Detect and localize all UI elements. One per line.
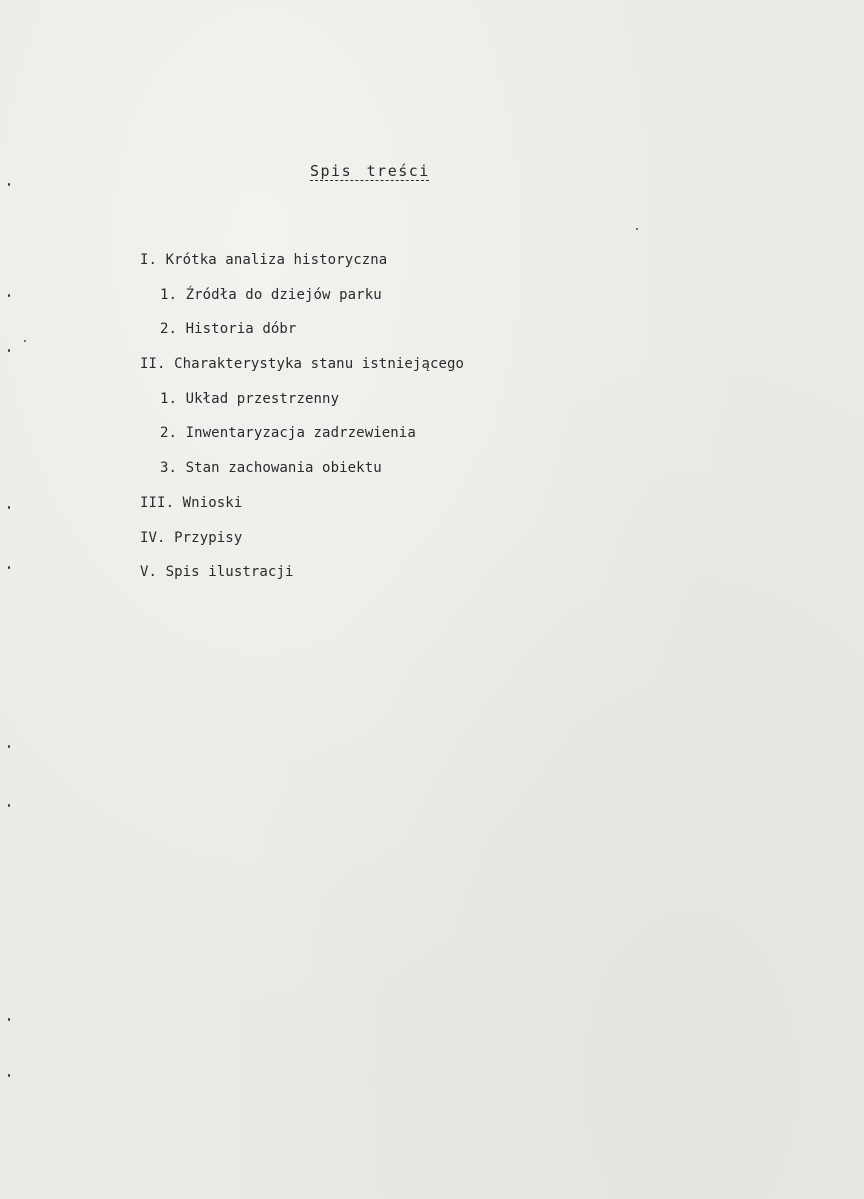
toc-item: V. Spis ilustracji <box>140 564 294 581</box>
toc-subitem: 1. Układ przestrzenny <box>160 390 340 407</box>
margin-mark <box>8 1018 10 1021</box>
paper-speck <box>636 228 638 230</box>
toc-subitem: 2. Inwentaryzacja zadrzewienia <box>160 425 416 442</box>
paper-speck <box>24 340 26 342</box>
toc-item: I. Krótka analiza historyczna <box>140 252 388 268</box>
margin-mark <box>8 1074 10 1077</box>
page-title: Spis treści <box>310 162 430 180</box>
toc-item: III. Wnioski <box>140 494 243 511</box>
toc-item: II. Charakterystyka stanu istniejącego <box>140 356 465 373</box>
margin-mark <box>8 349 10 352</box>
margin-mark <box>8 745 10 748</box>
margin-mark <box>8 183 10 186</box>
margin-mark <box>8 294 10 297</box>
toc-subitem: 2. Historia dóbr <box>160 321 297 338</box>
toc-item: IV. Przypisy <box>140 529 243 546</box>
toc-subitem: 3. Stan zachowania obiektu <box>160 460 382 477</box>
toc-subitem: 1. Źródła do dziejów parku <box>160 286 382 303</box>
margin-mark <box>8 566 10 569</box>
margin-mark <box>8 804 10 807</box>
margin-mark <box>8 506 10 509</box>
table-of-contents <box>140 250 464 597</box>
